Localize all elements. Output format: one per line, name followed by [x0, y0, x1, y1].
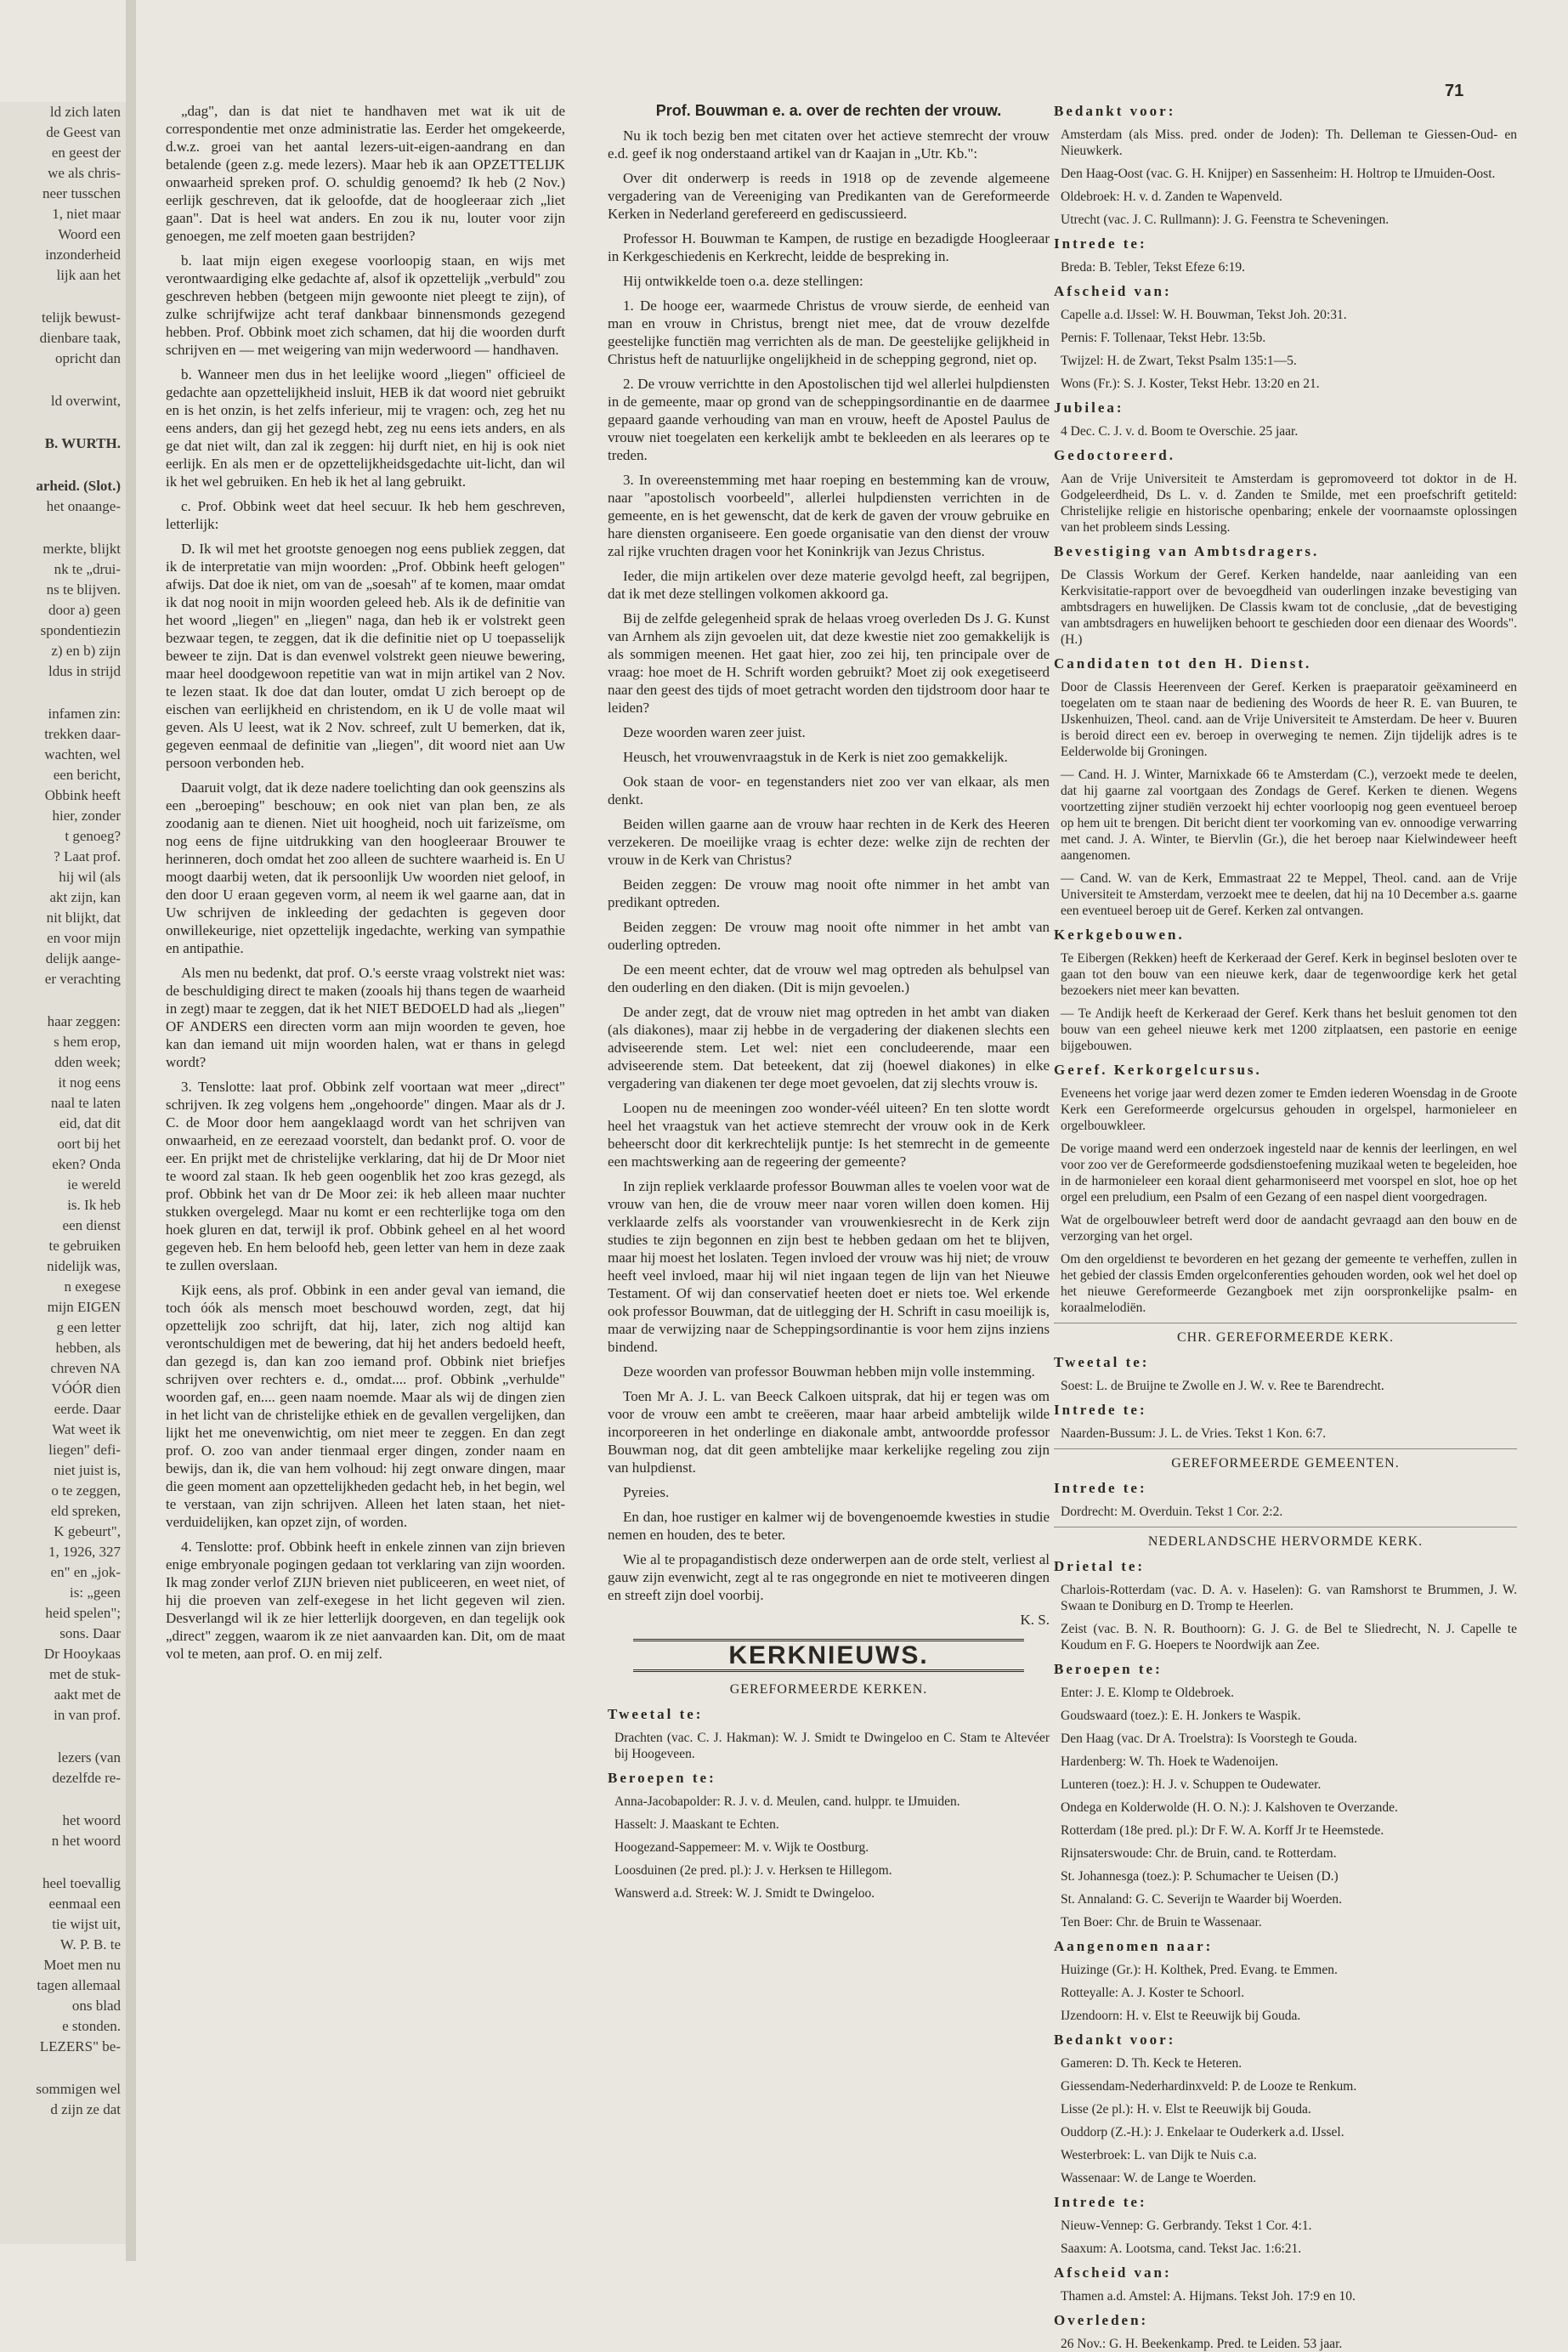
fragment-line: Obbink heeft [44, 787, 121, 803]
fragment-line: ld overwint, [50, 393, 121, 409]
fragment-line: ie wereld [67, 1176, 121, 1193]
section-label: Tweetal te: [608, 1706, 704, 1722]
news-entry: — Cand. W. van de Kerk, Emmastraat 22 te Meppel, Theol. cand. aan de Vrije Universiteit te Amsterdam, verzoekt mee te deelen, dat hij na 10 December a.s. gaarne een eventueel beroep uit de Geref. Kerken zal ontvangen. [1061, 871, 1517, 918]
section-label: Beroepen te: [608, 1770, 716, 1786]
news-entry: St. Johannesga (toez.): P. Schumacher te Ueisen (D.) [1061, 1869, 1339, 1884]
news-entry: 4 Dec. C. J. v. d. Boom te Overschie. 25 jaar. [1061, 424, 1299, 439]
news-entry: De vorige maand werd een onderzoek ingesteld naar de kennis der leerlingen, en wel voor zoo ver de Gereformeerde godsdienstoefening muzikaal weten te begeleiden, hoe in de harmonieleer een koraal dient geharmoniseerd met voorspel en slot, hoe op het orgel een preludium, een Psalm of een Gezang of een naspel dient voorgedragen. [1061, 1142, 1517, 1204]
news-entry: Rotteyalle: A. J. Koster te Schoorl. [1061, 1986, 1245, 2000]
news-entry: Goudswaard (toez.): E. H. Jonkers te Waspik. [1061, 1709, 1301, 1723]
news-entry: St. Annaland: G. C. Severijn te Waarder bij Woerden. [1061, 1892, 1342, 1907]
fragment-line: het onaange- [46, 498, 121, 514]
news-entry: Aan de Vrije Universiteit te Amsterdam is gepromoveerd tot doktor in de H. Godgeleerdheid, Ds L. v. d. Zanden te Smilde, met een proefschrift getiteld: Christelijke religie en historische openbaring; enkele der voornaamste oplossingen van het probleem sinds Lessing. [1061, 472, 1517, 535]
news-entry: Hasselt: J. Maaskant te Echten. [614, 1817, 779, 1832]
fragment-line: nk te „drui- [54, 561, 121, 577]
fragment-line: er verachting [44, 971, 121, 987]
fragment-line: hier, zonder [52, 808, 121, 824]
paragraph: Bij de zelfde gelegenheid sprak de helaas vroeg overleden Ds J. G. Kunst van Arnhem als zijn gevoelen uit, dat deze kwestie niet zoo gemakkelijk is als sommigen meenen. Het gaat hier, zoo zei hij, ten principale over de vraag: hoe moet de H. Schrift worden gebruikt? Moet zij ook exegetiseerd naar den geest des tijds of moet getracht worden den tijdstroom door haar te leiden? [608, 610, 1050, 716]
fragment-line: heid spelen"; [45, 1605, 121, 1621]
fragment-line: delijk aange- [45, 950, 121, 966]
fragment-line: B. WURTH. [44, 435, 121, 451]
news-entry: Amsterdam (als Miss. pred. onder de Joden): Th. Delleman te Giessen-Oud- en Nieuwkerk. [1061, 128, 1517, 158]
fragment-line: aakt met de [54, 1686, 121, 1703]
paragraph: 4. Tenslotte: prof. Obbink heeft in enkele zinnen van zijn brieven enige embryonale pogingen gedaan tot verklaring van zijn woorden. Ik mag zonder verlof ZIJN brieven niet publiceeren, en weet niet, of hij die proeven van zelf-exegese in het licht gegeven wil zien. Desverlangd wil ik ze hier letterlijk doorgeven, en dan tegelijk ook „direct" zeggen, waarom ik ze niet aanvaarden kan. Dit, om de maat vol te meten, aan prof. O. en mij zelf. [166, 1539, 565, 1662]
section-label: Intrede te: [1054, 1480, 1147, 1496]
news-entry: 26 Nov.: G. H. Beekenkamp. Pred. te Leiden. 53 jaar. [1061, 2337, 1343, 2351]
line-gap [0, 517, 126, 539]
fragment-line: naal te laten [50, 1095, 121, 1111]
fragment-line: s hem erop, [54, 1034, 121, 1050]
line-gap [0, 1851, 126, 1873]
fragment-line: mijn EIGEN [47, 1299, 121, 1315]
news-entry: — Cand. H. J. Winter, Marnixkade 66 te Amsterdam (C.), verzoekt mede te deelen, dat hij gaarne zal voortgaan des Zondags de Geref. Kerken te dienen. Wegens voortzetting zijner studiën verzoekt hij echter voorloopig nog geen eventueel beroep op hem uit te brengen. Dit bericht dient ter voorkoming van ev. onnoodige verwarring met cand. J. A. Winter, te Biervlin (Gr.), die het beroep naar Kielwindeweer heeft aangenomen. [1061, 768, 1517, 863]
paragraph: 3. In overeenstemming met haar roeping en bestemming kan de vrouw, naar "apostolisch voorbeeld", allerlei hulpdiensten verrichten in de gemeente, en is het gewenscht, dat de kerk de gaven der vrouw gebruike en hare diensten organiseere. Een goede organisatie van den dienst der vrouw zal rijke vruchten dragen voor het Koninkrijk van Jezus Christus. [608, 472, 1050, 559]
fragment-line: te gebruiken [48, 1238, 121, 1254]
fragment-line: nidelijk was, [47, 1258, 121, 1274]
fragment-line: is: „geen [70, 1584, 121, 1601]
news-entry: Oldebroek: H. v. d. Zanden te Wapenveld. [1061, 190, 1282, 204]
section-label: Tweetal te: [1054, 1354, 1150, 1370]
fragment-line: lezers (van [57, 1749, 121, 1765]
fragment-line: sommigen wel [36, 2081, 121, 2097]
paragraph: Beiden zeggen: De vrouw mag nooit ofte nimmer in het ambt van ouderling optreden. [608, 919, 1050, 953]
page-gutter [126, 0, 136, 2261]
section-label: Bedankt voor: [1054, 2032, 1176, 2048]
news-entry: Dordrecht: M. Overduin. Tekst 1 Cor. 2:2. [1061, 1505, 1283, 1519]
fragment-line: we als chris- [48, 165, 121, 181]
paragraph: 2. De vrouw verrichtte in den Apostolischen tijd wel allerlei hulpdiensten in de gemeente, maar op grond van de scheppingsordinantie en de daarmee gepaard gaande verhouding van man en vrouw, heeft de Apostel Paulus de vrouw niet toegelaten een kerkelijk ambt te bekleeden en als leerares op te treden. [608, 376, 1050, 463]
fragment-line: opricht dan [55, 350, 121, 366]
line-gap [0, 454, 126, 476]
paragraph: Beiden willen gaarne aan de vrouw haar rechten in de Kerk des Heeren verzekeren. De moeilijke vraag is echter deze: welke zijn de rechten der vrouw in de Kerk van Christus? [608, 816, 1050, 868]
news-entry: Pernis: F. Tollenaar, Tekst Hebr. 13:5b. [1061, 331, 1266, 345]
paragraph: D. Ik wil met het grootste genoegen nog eens publiek zeggen, dat ik de interpretatie van mijn woorden: „Prof. Obbink heeft gelogen" afwijs. Dat doe ik niet, om van de „soesah" af te komen, maar omdat ik dat nog nooit in mijn woorden geleed heb. Als ik de definitie van het woord „liegen" en „liegen" naga, dan heb ik er volstrekt geen bezwaar tegen, te zeggen, dat ik die definitie niet op U toepasselijk beweer te zijn. Dat is dan evenwel volstrekt geen nieuwe bewering, maar heel doodgewoon repetitie van wat in mijn artikel van 2 Nov. te lezen staat. Ik doe dat dan louter, omdat U zich beroept op de eischen van eerlijkheid en christendom, en ik U de volle maat wil geven. Als U leest, wat ik 2 Nov. schreef, zult U bemerken, dat ik, gegeven eenmaal de definitie van „liegen", dit woord niet aan Uw persoon verbonden heb. [166, 541, 565, 771]
column-correspondence [166, 102, 565, 2236]
fragment-line: o te zeggen, [51, 1482, 121, 1499]
fragment-line: een bericht, [53, 767, 121, 783]
fragment-line: Dr Hooykaas [43, 1646, 121, 1662]
paragraph: Toen Mr A. J. L. van Beeck Calkoen uitsprak, dat hij er tegen was om voor de vrouw een ambt te creëeren, maar haar arbeid ambtelijk wilde incorporeeren in het onderlinge en diakonale ambt, antwoordde professor Bouwman nog, dat dit geen ambtelijke maar kerkelijke regeling zou zijn van hulpdienst. [608, 1388, 1050, 1476]
previous-page-column-fragment [0, 102, 126, 2244]
section-label: Intrede te: [1054, 1402, 1147, 1418]
fragment-line: hij wil (als [59, 869, 121, 885]
fragment-line: Woord een [58, 226, 121, 242]
fragment-line: t genoeg? [65, 828, 121, 844]
paragraph: Loopen nu de meeningen zoo wonder-véél uiteen? En ten slotte wordt heel het vraagstuk van het actieve stemrecht der vrouw ook in de Kerk beheerscht door dit kerkrechtelijk puntje: Is het stemrecht in de gemeente een machtswerking aan de regeering der gemeente? [608, 1100, 1050, 1170]
fragment-line: liegen" defi- [48, 1442, 121, 1458]
line-gap [0, 989, 126, 1012]
fragment-line: it nog eens [58, 1074, 121, 1091]
fragment-line: neer tusschen [42, 185, 121, 201]
news-entry: Naarden-Bussum: J. L. de Vries. Tekst 1 Kon. 6:7. [1061, 1426, 1327, 1441]
news-entry: Wons (Fr.): S. J. Koster, Tekst Hebr. 13:20 en 21. [1061, 377, 1320, 391]
line-gap [0, 2057, 126, 2079]
fragment-line: eerde. Daar [54, 1401, 121, 1417]
paragraph: Als men nu bedenkt, dat prof. O.'s eerste vraag volstrekt niet was: de beschuldiging direct te maken (zooals hij thans tegen de waarheid in zegt) maar te zeggen, dat ik het NIET BEDOELD had als „liegen" OF ANDERS een directen vorm aan mijn woorden te geven, hoe kan dan iemand uit mijn woorden halen, wat er thans in gelegd wordt? [166, 965, 565, 1070]
paragraph: b. Wanneer men dus in het leelijke woord „liegen" officieel de gedachte aan opzettelijkheid insluit, HEB ik dat woord niet gebruikt en is het onzin, is het zelfs inferieur, mij te vragen: och, zeg het nu eens anders, dan gij het gezegd hebt, zeg nu eens iets anders, en als ge dat niet wilt, dan zal ik zeggen: hij durft niet, en hij is ook niet eerlijk. En als men er de opzettelijkheidsgedachte uit-licht, dan wil ik het wel gebruiken. En heb ik het al lang gebruikt. [166, 366, 565, 490]
fragment-line: oort bij het [57, 1136, 121, 1152]
news-entry: Wanswerd a.d. Streek: W. J. Smidt te Dwingeloo. [614, 1886, 875, 1901]
denomination-heading: CHR. GEREFORMEERDE KERK. [1176, 1330, 1395, 1345]
fragment-line: spondentiezin [40, 622, 121, 638]
news-entry: Ondega en Kolderwolde (H. O. N.): J. Kalshoven te Overzande. [1061, 1800, 1398, 1815]
article-heading: Prof. Bouwman e. a. over de rechten der vrouw. [655, 102, 1002, 119]
fragment-line: een dienst [62, 1217, 121, 1233]
section-label: Beroepen te: [1054, 1661, 1163, 1677]
news-entry: Lunteren (toez.): H. J. v. Schuppen te Oudewater. [1061, 1777, 1322, 1792]
paragraph: „dag", dan is dat niet te handhaven met wat ik uit de correspondentie met onze administratie las. Eerder het omgekeerde, d.w.z. groei van het aantal lezers-uit-eigen-aandrang en dan betalende (geen z.g. mede lezers). Maar heb ik aan OPZETTELIJK onwaarheid spreken prof. O. schuldig genoemd? Ik heb (2 Nov.) eerlijk geschreven, dat ik geloofde, dat de hoogleeraar zich „liet gaan". Dat is heel wat anders. En zou ik nu, louter voor zijn genoegen, me zelf moeten gaan bestrijden? [166, 103, 565, 244]
news-entry: Om den orgeldienst te bevorderen en het gezang der gemeente te verheffen, zullen in het gebied der classis Emden orgelconferenties gehouden worden, ook wel het doel op het nieuwe Gereformeerde Gezangboek met zijn oorspronkelijke psalm- en koraalmelodiën. [1061, 1252, 1517, 1315]
paragraph: b. laat mijn eigen exegese voorloopig staan, en wijs met verontwaardiging elke gedachte af, alsof ik opzettelijk „verbuld" zou geschreven hebben (betgeen mijn gewoonte niet pleegt te zijn), of zulke schrijfwijze acht teraf dankbaar binnensmonds gezegend hebben. Prof. Obbink moet zich schamen, dat hij die woorden durft schrijven en — met weigering van mijn wederwoord — handhaven. [166, 252, 565, 358]
fragment-line: de Geest van [46, 124, 121, 140]
news-entry: Charlois-Rotterdam (vac. D. A. v. Haselen): G. van Ramshorst te Brummen, J. W. Swaan te Doniburg en D. Tromp te Heerlen. [1061, 1583, 1517, 1613]
fragment-line: eid, dat dit [59, 1115, 121, 1131]
paragraph: Daaruit volgt, dat ik deze nadere toelichting dan ook geenszins als een „beroeping" beschouw; en ook niet van plan ben, ze als zoodanig aan te dienen. Niet uit hoogheid, noch uit farizeïsme, om nog eens de fijne uitdrukking van den hoogleeraar Brouwer te herinneren, doch omdat het zoo alleen de suchtere waarheid is. En U moogt daarbij weten, dat ik persoonlijk Uw woorden niet geloof, in den door U eraan gegeven vorm, al neem ik wel gaarne aan, dat in Uw schrijven de inkleeding der gedachten is gegeven door onwillekeurige, niet opzettelijk ingedachte, werking van sympathie en antipathie. [166, 779, 565, 956]
paragraph: Beiden zeggen: De vrouw mag nooit ofte nimmer in het ambt van predikant optreden. [608, 876, 1050, 910]
news-entry: Utrecht (vac. J. C. Rullmann): J. G. Feenstra te Scheveningen. [1061, 213, 1390, 227]
fragment-line: infamen zin: [48, 706, 121, 722]
paragraph: Pyreies. [623, 1484, 670, 1500]
fragment-line: d zijn ze dat [50, 2101, 121, 2117]
fragment-line: W. P. B. te [59, 1936, 121, 1952]
paragraph: En dan, hoe rustiger en kalmer wij de bovengenoemde kwesties in studie nemen en houden, des te beter. [608, 1509, 1050, 1543]
line-gap [0, 682, 126, 704]
fragment-line: e stonden. [62, 2018, 121, 2034]
fragment-line: merkte, blijkt [42, 541, 121, 557]
paragraph: In zijn repliek verklaarde professor Bouwman alles te voelen voor wat de vrouw van hen, die de vrouw meer naar voren willen doen komen. Hij verklaarde zelfs als voorstander van vrouwenkiesrecht in de Kerk zijn studies te zijn begonnen en zijn best te hebben gedaan om het te blijven, maar hij moest het loslaten. Tegen invloed der vrouw was hij niet; de vrouw heeft veel invloed, maar hij wil niet ingaan tegen de lijn van het Nieuwe Testament. Of wij dan conservatief heeten doet er niets toe. Wel erkende ook professor Bouwman, dat de uitlegging der H. Schrift in casu moeilijk is, maar de verwijzing naar de Scheppingsordinantie is voor hem zijns inziens bindend. [608, 1178, 1050, 1355]
line-gap [0, 411, 126, 434]
section-label: Gedoctoreerd. [1054, 447, 1176, 463]
author-signature: K. S. [1020, 1612, 1050, 1628]
news-entry: Nieuw-Vennep: G. Gerbrandy. Tekst 1 Cor. 4:1. [1061, 2219, 1312, 2233]
news-entry: Anna-Jacobapolder: R. J. v. d. Meulen, cand. hulppr. te IJmuiden. [614, 1794, 960, 1809]
fragment-line: eld spreken, [50, 1503, 121, 1519]
news-entry: Capelle a.d. IJssel: W. H. Bouwman, Tekst Joh. 20:31. [1061, 308, 1347, 322]
paragraph: Ook staan de voor- en tegenstanders niet zoo ver van elkaar, als men denkt. [608, 774, 1050, 808]
news-entry: Eveneens het vorige jaar werd dezen zomer te Emden iederen Woensdag in de Groote Kerk een Gereformeerde orgelcursus gehouden in orgelspel, harmonieleer en orgelbouwkleer. [1061, 1086, 1517, 1133]
news-entry: Soest: L. de Bruijne te Zwolle en J. W. v. Ree te Barendrecht. [1061, 1379, 1384, 1393]
paragraph: Deze woorden van professor Bouwman hebben mijn volle instemming. [623, 1363, 1035, 1380]
fragment-line: heel toevallig [42, 1875, 121, 1891]
paragraph: De een meent echter, dat de vrouw wel mag optreden als behulpsel van den ouderling en den diaken. (Dit is mijn gevoelen.) [608, 961, 1050, 995]
paragraph: Hij ontwikkelde toen o.a. deze stellingen: [623, 273, 863, 289]
news-entry: Door de Classis Heerenveen der Geref. Kerken is praeparatoir geëxamineerd en toegelaten om te staan naar de bediening des Woords de heer R. E. van Buuren, te IJskenhuizen, Theol. cand. aan de Vrije Universiteit te Amsterdam. De heer v. Buuren is beroid direct een ev. beroep in overweging te nemen. Zijn tijdelijk adres is te Eelderwolde bij Groningen. [1061, 680, 1517, 759]
fragment-line: ? Laat prof. [54, 848, 121, 864]
fragment-line: arheid. (Slot.) [36, 478, 121, 494]
news-entry: IJzendoorn: H. v. Elst te Reeuwijk bij Gouda. [1061, 2009, 1301, 2023]
fragment-line: dienbare taak, [39, 330, 121, 346]
news-entry: Drachten (vac. C. J. Hakman): W. J. Smidt te Dwingeloo en C. Stam te Altevéer bij Hoogeveen. [614, 1731, 1050, 1761]
fragment-line: n het woord [51, 1833, 121, 1849]
news-entry: Hardenberg: W. Th. Hoek te Wadenoijen. [1061, 1754, 1279, 1769]
fragment-line: chreven NA [50, 1360, 121, 1376]
fragment-line: lijk aan het [56, 267, 121, 283]
denomination-heading: GEREFORMEERDE GEMEENTEN. [1171, 1456, 1400, 1471]
news-entry: De Classis Workum der Geref. Kerken handelde, naar aanleiding van een Kerkvisitatie-rapport over de bevoegdheid van ouderlingen inzake bevestiging van ambtsdragers en huwelijken. De Classis kwam tot de conclusie, „dat de bevestiging van ambtsdragers en huwelijken behoort te geschieden door een dienaar des Woords". (H.) [1061, 568, 1517, 647]
news-entry: Ten Boer: Chr. de Bruin te Wassenaar. [1061, 1915, 1262, 1930]
paragraph: Kijk eens, als prof. Obbink in een ander geval van iemand, die toch óók als mensch moet beschouwd worden, zegt, dat hij opzettelijk zoo schrijft, dat hij, later, zich nog altijd kan verontschuldigen met de bewering, dat hij het anders bedoeld heeft, dan gezegd is, dan kan zoo iemand prof. Obbink niet briefjes schrijven over rechters e. d., omdat.... prof. Obbink „verhulde" woorden gaf, en.... geen naam noemde. Maar als wij de dingen zien in het licht van de christelijke ethiek en de gevallen vergelijken, dan lijkt het me onevenwichtig, om niet meer te zeggen. En dan zegt prof. O. zoo van ander tienmaal erger dingen, zonder naam en bewijs, dan ik, die van hem volhoud: hij zegt onware dingen, maar die geen moment aan opzettelijkheden gedacht heb, in het begin, wel te verstaan, van zijn schrijven. Alleen het laten staan, het niet-verduidelijken, kan opzet zijn, of worden. [166, 1282, 565, 1530]
section-label: Intrede te: [1054, 235, 1147, 252]
news-entry: Gameren: D. Th. Keck te Heteren. [1061, 2056, 1243, 2071]
fragment-line: Moet men nu [43, 1957, 121, 1973]
fragment-line: eenmaal een [48, 1896, 121, 1912]
fragment-line: en geest der [51, 145, 121, 161]
fragment-line: niet juist is, [54, 1462, 121, 1478]
paragraph: Heusch, het vrouwenvraagstuk in de Kerk is niet zoo gemakkelijk. [623, 749, 1008, 765]
section-label: Bedankt voor: [1054, 103, 1176, 119]
section-label: Jubilea: [1054, 400, 1124, 416]
fragment-line: VÓÓR dien [51, 1380, 121, 1397]
section-label: Afscheid van: [1054, 283, 1172, 299]
fragment-line: en" en „jok- [50, 1564, 121, 1580]
news-entry: Twijzel: H. de Zwart, Tekst Psalm 135:1—5. [1061, 354, 1297, 368]
paragraph: Professor H. Bouwman te Kampen, de rustige en bezadigde Hoogleeraar in Kerkgeschiedenis en Kerkrecht, leidde de bespreking in. [608, 230, 1050, 264]
fragment-line: LEZERS" be- [39, 2038, 121, 2054]
fragment-line: K gebeurt", [54, 1523, 121, 1539]
section-label: Geref. Kerkorgelcursus. [1054, 1062, 1262, 1078]
paragraph: Ieder, die mijn artikelen over deze materie gevolgd heeft, zal begrijpen, dat ik met deze stellingen volkomen akkoord ga. [608, 568, 1050, 602]
section-label: Drietal te: [1054, 1558, 1146, 1574]
news-entry: Giessendam-Nederhardinxveld: P. de Looze te Renkum. [1061, 2079, 1357, 2094]
paragraph: De ander zegt, dat de vrouw niet mag optreden in het ambt van diaken (als diakones), maar zij hebbe in de vergadering der diakenen slechts een adviseerende stem. Let wel: niet een concludeerende, maar een adviseerende stem. Dat beteekent, dat zij (hoewel diakones) in elke vergadering van diakenen ter dege moet gevoelen, dat zij slechts vrouw is. [608, 1004, 1050, 1091]
fragment-line: en voor mijn [47, 930, 121, 946]
paragraph: c. Prof. Obbink weet dat heel secuur. Ik heb hem geschreven, letterlijk: [166, 498, 565, 532]
line-gap [0, 286, 126, 308]
news-entry: Rotterdam (18e pred. pl.): Dr F. W. A. Korff Jr te Heemstede. [1061, 1823, 1384, 1838]
fragment-line: dezelfde re- [52, 1770, 121, 1786]
section-label: Intrede te: [1054, 2194, 1147, 2210]
fragment-line: g een letter [56, 1319, 121, 1335]
news-entry: Te Eibergen (Rekken) heeft de Kerkeraad der Geref. Kerk in beginsel besloten over te gaan tot den bouw van een nieuwe kerk, daar de tegenwoordige kerk het getal bezoekers niet meer kan bevatten. [1061, 951, 1517, 998]
fragment-line: ldus in strijd [48, 663, 121, 679]
fragment-line: hebben, als [55, 1340, 121, 1356]
fragment-line: n exegese [64, 1278, 121, 1295]
news-entry: Lisse (2e pl.): H. v. Elst te Reeuwijk bij Gouda. [1061, 2102, 1311, 2117]
fragment-line: nit blijkt, dat [46, 910, 121, 926]
fragment-line: trekken daar- [44, 726, 121, 742]
fragment-line: in van prof. [54, 1707, 121, 1723]
fragment-line: het woord [62, 1812, 121, 1828]
paragraph: Over dit onderwerp is reeds in 1918 op de zevende algemeene vergadering van de Vereeniging van Predikanten van de Gereformeerde Kerken in Nederland gerefereerd en gediscussieerd. [608, 170, 1050, 222]
fragment-line: wachten, wel [44, 746, 121, 762]
fragment-line: door a) geen [48, 602, 121, 618]
fragment-line: eken? Onda [52, 1156, 121, 1172]
fragment-line: ns te blijven. [46, 581, 121, 598]
fragment-line: z) en b) zijn [51, 643, 121, 659]
news-entry: Loosduinen (2e pred. pl.): J. v. Herksen te Hillegom. [614, 1863, 892, 1878]
paragraph: 3. Tenslotte: laat prof. Obbink zelf voortaan wat meer „direct" schrijven. Ik zeg volgens hem „ongehoorde" dingen. Maar als dr J. C. de Moor door hem aangeklaagd wordt van het schrijven van onwaarheid, en ze eerezaad voorstelt, dan bedankt prof. O. voor de eer. En prijkt met de christelijke verklaring, dat hij de Dr Moor niet te woord zal staan. Ik heb geen oogenblik het zoo kras gezegd, als prof. Obbink het van dr De Moor zei: ik heb alleen maar nuchter stukken overgelegd. Maar nu komt er een rechterlijke toga om den hoek gluren en dat, terwijl ik prof. Obbink geheel en al het woord gegeven heb. En hem beloofd heb, geen letter van hem in deze zaak te zullen overslaan. [166, 1079, 565, 1273]
news-entry: Hoogezand-Sappemeer: M. v. Wijk te Oostburg. [614, 1840, 869, 1855]
news-entry: Wassenaar: W. de Lange te Woerden. [1061, 2171, 1257, 2185]
denomination-heading: GEREFORMEERDE KERKEN. [729, 1682, 928, 1697]
divider [1054, 1448, 1517, 1449]
news-entry: — Te Andijk heeft de Kerkeraad der Geref. Kerk thans het besluit genomen tot den bouw van een geheel nieuwe kerk met 1200 zitplaatsen, een pastorie en eenige bijgebouwen. [1061, 1006, 1517, 1053]
news-entry: Zeist (vac. B. N. R. Bouthoorn): G. J. G. de Bel te Sliedrecht, N. J. Capelle te Koudum en F. G. Hoepers te Noordwijk aan Zee. [1061, 1622, 1517, 1652]
news-entry: Breda: B. Tebler, Tekst Efeze 6:19. [1061, 260, 1246, 275]
paragraph: Wie al te propagandistisch deze onderwerpen aan de orde stelt, verliest al gauw zijn evenwicht, zegt al te ras ongegronde en niet te motiveeren dingen en streeft zijn doel voorbij. [608, 1551, 1050, 1603]
fragment-line: ld zich laten [49, 104, 121, 120]
fragment-line: met de stuk- [48, 1666, 121, 1682]
fragment-line: 1, 1926, 327 [48, 1544, 121, 1560]
fragment-line: haar zeggen: [47, 1013, 121, 1029]
news-entry: Rijnsaterswoude: Chr. de Bruin, cand. te Rotterdam. [1061, 1846, 1337, 1861]
paragraph: 1. De hooge eer, waarmede Christus de vrouw sierde, de eenheid van man en vrouw in Christus, brengt niet mee, dat de vrouw dezelfde geestelijke functiën mag verrichten als de man. De geestelijke gelijkheid in Christus heft de natuurlijke ongelijkheid in de schepping gegrond, niet op. [608, 298, 1050, 367]
news-entry: Saaxum: A. Lootsma, cand. Tekst Jac. 1:6:21. [1061, 2241, 1302, 2256]
section-label: Candidaten tot den H. Dienst. [1054, 655, 1312, 672]
news-entry: Ouddorp (Z.-H.): J. Enkelaar te Ouderkerk a.d. IJssel. [1061, 2125, 1344, 2139]
section-label: Afscheid van: [1054, 2264, 1172, 2281]
paragraph: Nu ik toch bezig ben met citaten over het actieve stemrecht der vrouw e.d. geef ik nog onderstaand artikel van dr Kaajan in „Utr. Kb.": [608, 128, 1050, 162]
page-number: 71 [1445, 82, 1464, 100]
paragraph: Deze woorden waren zeer juist. [623, 724, 806, 740]
news-entry: Den Haag (vac. Dr A. Troelstra): Is Voorstegh te Gouda. [1061, 1731, 1357, 1746]
fragment-line: akt zijn, kan [49, 889, 121, 905]
kerknieuws-heading: KERKNIEUWS. [633, 1639, 1024, 1672]
news-entry: Westerbroek: L. van Dijk te Nuis c.a. [1061, 2148, 1257, 2162]
fragment-line: ons blad [71, 1998, 121, 2014]
fragment-line: 1, niet maar [52, 206, 121, 222]
fragment-line: inzonderheid [45, 247, 121, 263]
section-label: Overleden: [1054, 2312, 1149, 2328]
section-label: Kerkgebouwen. [1054, 927, 1185, 943]
fragment-line: Wat weet ik [52, 1421, 121, 1437]
fragment-line: tie wijst uit, [52, 1916, 121, 1932]
column-church-news [1054, 102, 1517, 2351]
fragment-line: sons. Daar [59, 1625, 121, 1641]
denomination-heading: NEDERLANDSCHE HERVORMDE KERK. [1147, 1534, 1424, 1549]
news-entry: Wat de orgelbouwleer betreft werd door de aandacht gevraagd aan den bouw en de verzorging van het orgel. [1061, 1213, 1517, 1244]
column-rights-of-women [608, 102, 1050, 2236]
news-entry: Enter: J. E. Klomp te Oldebroek. [1061, 1686, 1235, 1700]
line-gap [0, 1788, 126, 1811]
fragment-line: dden week; [54, 1054, 121, 1070]
section-label: Bevestiging van Ambtsdragers. [1054, 543, 1320, 559]
section-label: Aangenomen naar: [1054, 1938, 1214, 1954]
news-entry: Thamen a.d. Amstel: A. Hijmans. Tekst Joh. 17:9 en 10. [1061, 2289, 1356, 2304]
line-gap [0, 369, 126, 391]
news-entry: Den Haag-Oost (vac. G. H. Knijper) en Sassenheim: H. Holtrop te IJmuiden-Oost. [1061, 167, 1496, 181]
line-gap [0, 1726, 126, 1748]
fragment-line: telijk bewust- [41, 309, 121, 326]
news-entry: Huizinge (Gr.): H. Kolthek, Pred. Evang. te Emmen. [1061, 1963, 1338, 1977]
fragment-line: tagen allemaal [37, 1977, 121, 1993]
fragment-line: is. Ik heb [67, 1197, 121, 1213]
